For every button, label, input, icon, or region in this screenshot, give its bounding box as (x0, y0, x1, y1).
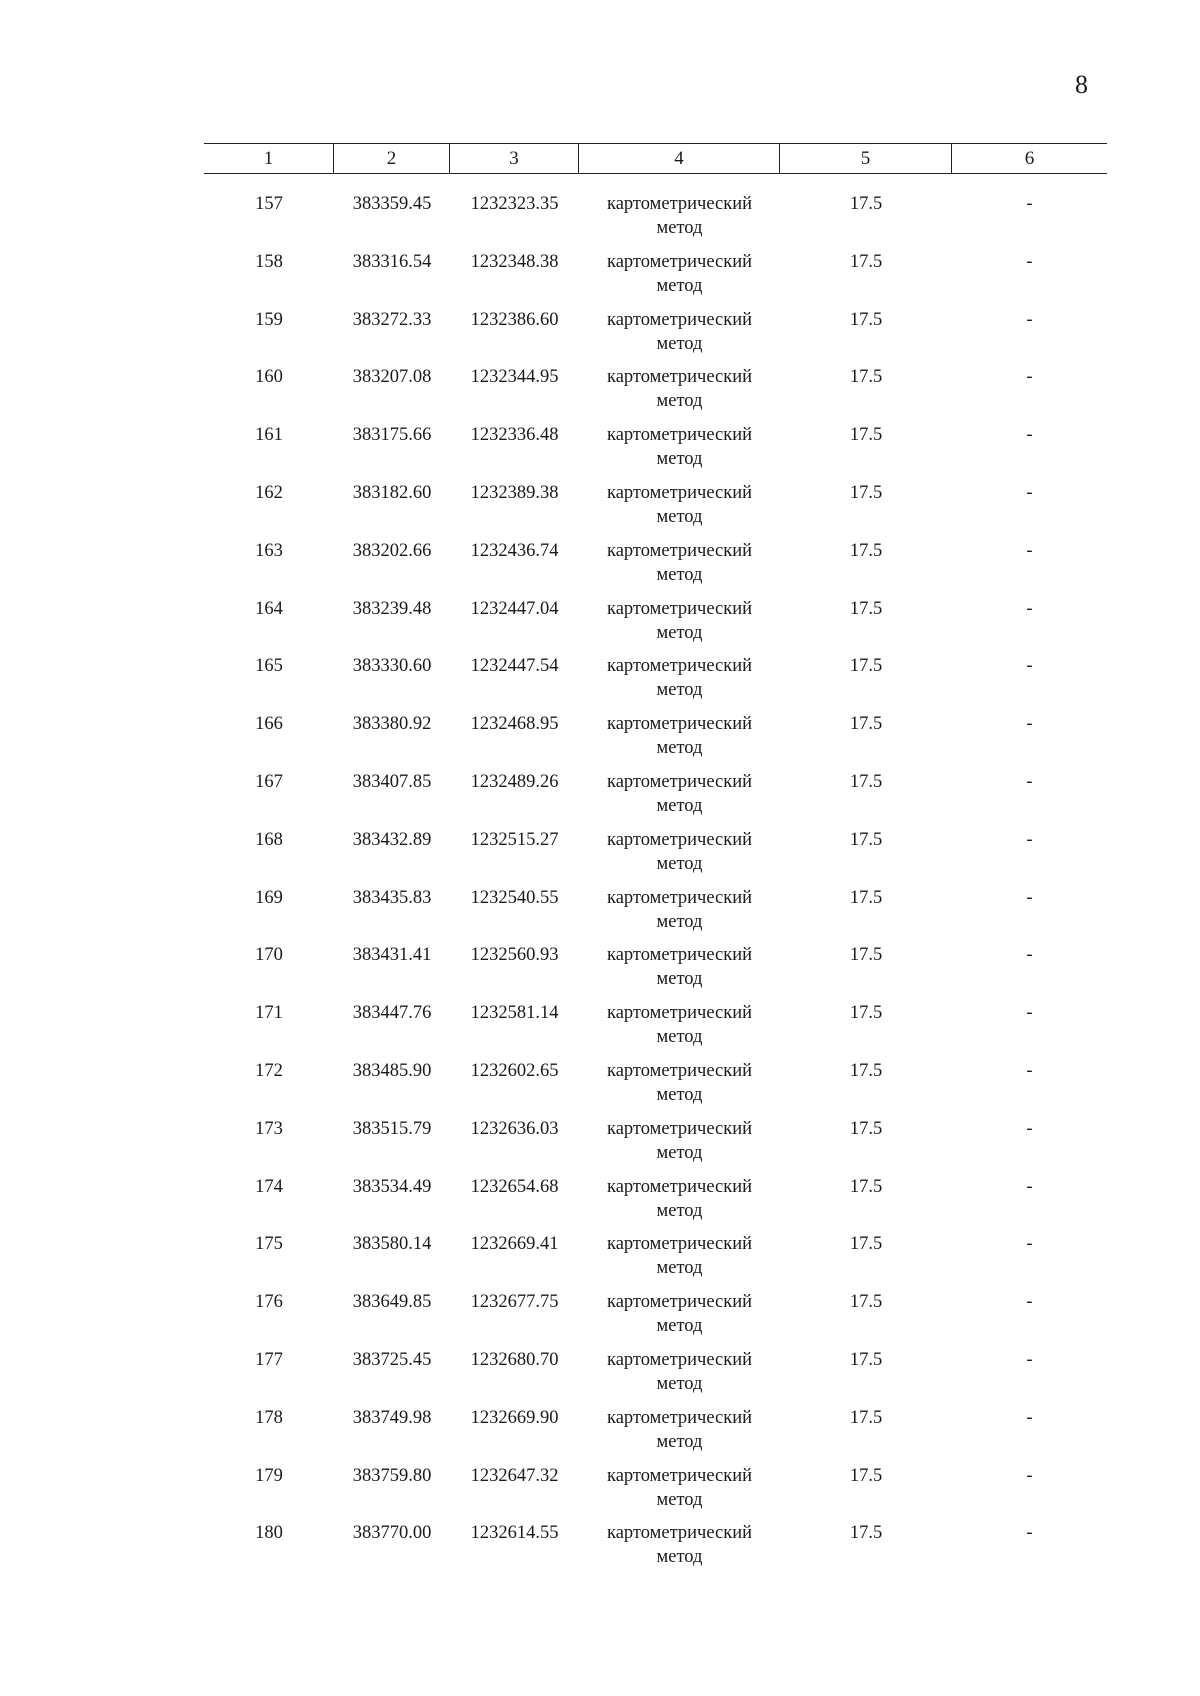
accuracy: 17.5 (849, 1003, 883, 1024)
method (579, 1464, 780, 1522)
method-line-1: картометрический (606, 887, 753, 908)
point-number: 179 (255, 1465, 283, 1486)
table-row (204, 943, 1107, 1001)
method-line-1: картометрический (606, 656, 753, 677)
note: - (1026, 540, 1033, 561)
method (579, 539, 780, 597)
table-row (204, 1059, 1107, 1117)
coordinate-y: 1232680.70 (470, 1349, 559, 1370)
coordinate-y: 1232344.95 (470, 367, 559, 388)
point-number: 168 (255, 829, 283, 850)
table-row (204, 770, 1107, 828)
coordinate-x: 383580.14 (352, 1234, 432, 1255)
note: - (1026, 771, 1033, 792)
coordinate-x: 383316.54 (352, 251, 432, 272)
accuracy: 17.5 (849, 540, 883, 561)
table-row (204, 654, 1107, 712)
accuracy: 17.5 (849, 1349, 883, 1370)
header-col-2: 2 (334, 144, 450, 173)
note: - (1026, 945, 1033, 966)
method (579, 423, 780, 481)
note: - (1026, 194, 1033, 214)
coordinate-x: 383759.80 (352, 1465, 432, 1486)
method (579, 365, 780, 423)
table-row (204, 886, 1107, 944)
method (579, 1406, 780, 1464)
method-line-2: метод (656, 911, 703, 932)
table-row (204, 423, 1107, 481)
accuracy: 17.5 (849, 771, 883, 792)
accuracy: 17.5 (849, 887, 883, 908)
coordinate-y: 1232447.04 (470, 598, 559, 619)
accuracy: 17.5 (849, 945, 883, 966)
note: - (1026, 1003, 1033, 1024)
note: - (1026, 1234, 1033, 1255)
coordinate-x: 383485.90 (352, 1060, 432, 1081)
coordinate-y: 1232348.38 (470, 251, 559, 272)
method-line-1: картометрический (606, 1407, 753, 1428)
table-row (204, 1348, 1107, 1406)
point-number: 175 (255, 1234, 283, 1255)
method-line-2: метод (656, 1431, 703, 1452)
method-line-1: картометрический (606, 1465, 753, 1486)
accuracy: 17.5 (849, 829, 883, 850)
method-line-2: метод (656, 1258, 703, 1279)
note: - (1026, 367, 1033, 388)
coordinate-y: 1232654.68 (470, 1176, 559, 1197)
method (579, 1117, 780, 1175)
table-row (204, 1290, 1107, 1348)
coordinate-y: 1232447.54 (470, 656, 559, 677)
table-row (204, 192, 1107, 250)
point-number: 176 (255, 1292, 283, 1313)
note: - (1026, 482, 1033, 503)
accuracy: 17.5 (849, 1292, 883, 1313)
note: - (1026, 1060, 1033, 1081)
method-line-2: метод (656, 1373, 703, 1394)
point-number: 169 (255, 887, 283, 908)
note: - (1026, 1292, 1033, 1313)
point-number: 167 (255, 771, 283, 792)
note: - (1026, 887, 1033, 908)
point-number: 171 (255, 1003, 283, 1024)
method (579, 1232, 780, 1290)
coordinate-y: 1232323.35 (470, 194, 559, 214)
method-line-2: метод (656, 391, 703, 412)
method (579, 308, 780, 366)
method (579, 770, 780, 828)
coordinate-y: 1232677.75 (470, 1292, 559, 1313)
coordinate-y: 1232669.90 (470, 1407, 559, 1428)
method-line-1: картометрический (606, 1118, 753, 1139)
method-line-1: картометрический (606, 829, 753, 850)
coordinate-y: 1232602.65 (470, 1060, 559, 1081)
point-number: 163 (255, 540, 283, 561)
point-number: 173 (255, 1118, 283, 1139)
page-number: 8 (1075, 70, 1088, 99)
point-number: 161 (255, 425, 283, 446)
accuracy: 17.5 (849, 1176, 883, 1197)
point-number: 159 (255, 309, 283, 330)
method-line-1: картометрический (606, 945, 753, 966)
point-number: 157 (255, 194, 283, 214)
accuracy: 17.5 (849, 367, 883, 388)
coordinate-x: 383432.89 (352, 829, 432, 850)
table-body (204, 192, 1107, 1579)
method (579, 1348, 780, 1406)
accuracy: 17.5 (849, 1118, 883, 1139)
table-row (204, 828, 1107, 886)
table-row (204, 539, 1107, 597)
method-line-1: картометрический (606, 1292, 753, 1313)
accuracy: 17.5 (849, 425, 883, 446)
header-col-4: 4 (579, 144, 780, 173)
table-row (204, 1232, 1107, 1290)
coordinate-x: 383649.85 (352, 1292, 432, 1313)
coordinate-y: 1232468.95 (470, 714, 559, 735)
coordinate-y: 1232386.60 (470, 309, 559, 330)
method-line-2: метод (656, 738, 703, 759)
coordinate-y: 1232669.41 (470, 1234, 559, 1255)
note: - (1026, 829, 1033, 850)
point-number: 160 (255, 367, 283, 388)
coordinate-x: 383182.60 (352, 482, 432, 503)
method-line-2: метод (656, 1084, 703, 1105)
method (579, 712, 780, 770)
coordinate-x: 383359.45 (352, 194, 432, 214)
method-line-2: метод (656, 564, 703, 585)
method-line-2: метод (656, 969, 703, 990)
coordinate-x: 383175.66 (352, 425, 432, 446)
method-line-1: картометрический (606, 309, 753, 330)
coordinate-y: 1232489.26 (470, 771, 559, 792)
method-line-1: картометрический (606, 714, 753, 735)
coordinate-x: 383407.85 (352, 771, 432, 792)
header-col-6: 6 (1024, 147, 1035, 169)
coordinate-x: 383431.41 (352, 945, 432, 966)
method (579, 1059, 780, 1117)
table-row (204, 1464, 1107, 1522)
coordinate-x: 383534.49 (352, 1176, 432, 1197)
method-line-2: метод (656, 218, 703, 238)
table-row (204, 481, 1107, 539)
accuracy: 17.5 (849, 194, 883, 214)
table-row (204, 1175, 1107, 1233)
method-line-1: картометрический (606, 194, 753, 214)
method (579, 654, 780, 712)
coordinate-y: 1232389.38 (470, 482, 559, 503)
method (579, 828, 780, 886)
point-number: 177 (255, 1349, 283, 1370)
coordinate-x: 383380.92 (352, 714, 432, 735)
point-number: 158 (255, 251, 283, 272)
method-line-1: картометрический (606, 540, 753, 561)
method-line-1: картометрический (606, 251, 753, 272)
table-row (204, 1406, 1107, 1464)
table-header (204, 143, 1107, 174)
accuracy: 17.5 (849, 251, 883, 272)
method-line-1: картометрический (606, 771, 753, 792)
coordinate-y: 1232540.55 (470, 887, 559, 908)
method-line-2: метод (656, 1316, 703, 1337)
method-line-1: картометрический (606, 425, 753, 446)
note: - (1026, 425, 1033, 446)
method (579, 192, 780, 250)
table-row (204, 365, 1107, 423)
method-line-1: картометрический (606, 1349, 753, 1370)
point-number: 170 (255, 945, 283, 966)
accuracy: 17.5 (849, 656, 883, 677)
coordinate-x: 383330.60 (352, 656, 432, 677)
method (579, 1175, 780, 1233)
note: - (1026, 598, 1033, 619)
table-row (204, 250, 1107, 308)
table-row (204, 308, 1107, 366)
coordinate-y: 1232436.74 (470, 540, 559, 561)
method-line-1: картометрический (606, 1234, 753, 1255)
coordinate-y: 1232581.14 (470, 1003, 559, 1024)
method (579, 250, 780, 308)
note: - (1026, 1407, 1033, 1428)
accuracy: 17.5 (849, 482, 883, 503)
method-line-1: картометрический (606, 367, 753, 388)
coordinate-y: 1232647.32 (470, 1465, 559, 1486)
method-line-2: метод (656, 1142, 703, 1163)
method (579, 943, 780, 1001)
table-row (204, 1001, 1107, 1059)
header-col-1: 1 (204, 144, 334, 173)
method-line-2: метод (656, 506, 703, 527)
point-number: 174 (255, 1176, 283, 1197)
method-line-2: метод (656, 333, 703, 354)
method (579, 1521, 780, 1579)
coordinate-y: 1232560.93 (470, 945, 559, 966)
note: - (1026, 309, 1033, 330)
note: - (1026, 1523, 1033, 1544)
method-line-2: метод (656, 622, 703, 643)
coordinate-y: 1232636.03 (470, 1118, 559, 1139)
method-line-2: метод (656, 680, 703, 701)
point-number: 172 (255, 1060, 283, 1081)
method-line-1: картометрический (606, 1176, 753, 1197)
note: - (1026, 1465, 1033, 1486)
point-number: 180 (255, 1523, 283, 1544)
header-col-3: 3 (450, 144, 579, 173)
method-line-1: картометрический (606, 1060, 753, 1081)
note: - (1026, 656, 1033, 677)
method (579, 1001, 780, 1059)
accuracy: 17.5 (849, 309, 883, 330)
table-row (204, 1521, 1107, 1579)
method-line-2: метод (656, 275, 703, 296)
coordinate-x: 383447.76 (352, 1003, 432, 1024)
coordinate-x: 383239.48 (352, 598, 432, 619)
method-line-2: метод (656, 449, 703, 470)
table-row (204, 712, 1107, 770)
accuracy: 17.5 (849, 1060, 883, 1081)
point-number: 178 (255, 1407, 283, 1428)
point-number: 166 (255, 714, 283, 735)
header-col-5: 5 (780, 144, 952, 173)
method (579, 1290, 780, 1348)
point-number: 162 (255, 482, 283, 503)
coordinate-x: 383435.83 (352, 887, 432, 908)
note: - (1026, 714, 1033, 735)
method-line-1: картометрический (606, 1523, 753, 1544)
coordinate-x: 383770.00 (352, 1523, 432, 1544)
coordinate-x: 383725.45 (352, 1349, 432, 1370)
point-number: 165 (255, 656, 283, 677)
method (579, 597, 780, 655)
method (579, 481, 780, 539)
method-line-2: метод (656, 1027, 703, 1048)
coordinates-table (204, 143, 1107, 1579)
accuracy: 17.5 (849, 598, 883, 619)
coordinate-y: 1232614.55 (470, 1523, 559, 1544)
table-row (204, 1117, 1107, 1175)
note: - (1026, 1118, 1033, 1139)
coordinate-x: 383207.08 (352, 367, 432, 388)
method (579, 886, 780, 944)
coordinate-x: 383202.66 (352, 540, 432, 561)
method-line-2: метод (656, 795, 703, 816)
method-line-1: картометрический (606, 1003, 753, 1024)
accuracy: 17.5 (849, 714, 883, 735)
method-line-2: метод (656, 1200, 703, 1221)
method-line-1: картометрический (606, 482, 753, 503)
coordinate-y: 1232515.27 (470, 829, 559, 850)
accuracy: 17.5 (849, 1234, 883, 1255)
accuracy: 17.5 (849, 1523, 883, 1544)
coordinate-x: 383515.79 (352, 1118, 432, 1139)
note: - (1026, 1349, 1033, 1370)
method-line-2: метод (656, 853, 703, 874)
note: - (1026, 1176, 1033, 1197)
accuracy: 17.5 (849, 1407, 883, 1428)
method-line-2: метод (656, 1489, 703, 1510)
coordinate-x: 383749.98 (352, 1407, 432, 1428)
accuracy: 17.5 (849, 1465, 883, 1486)
note: - (1026, 251, 1033, 272)
coordinate-x: 383272.33 (352, 309, 432, 330)
table-row (204, 597, 1107, 655)
method-line-2: метод (656, 1547, 703, 1568)
coordinate-y: 1232336.48 (470, 425, 559, 446)
method-line-1: картометрический (606, 598, 753, 619)
point-number: 164 (255, 598, 283, 619)
